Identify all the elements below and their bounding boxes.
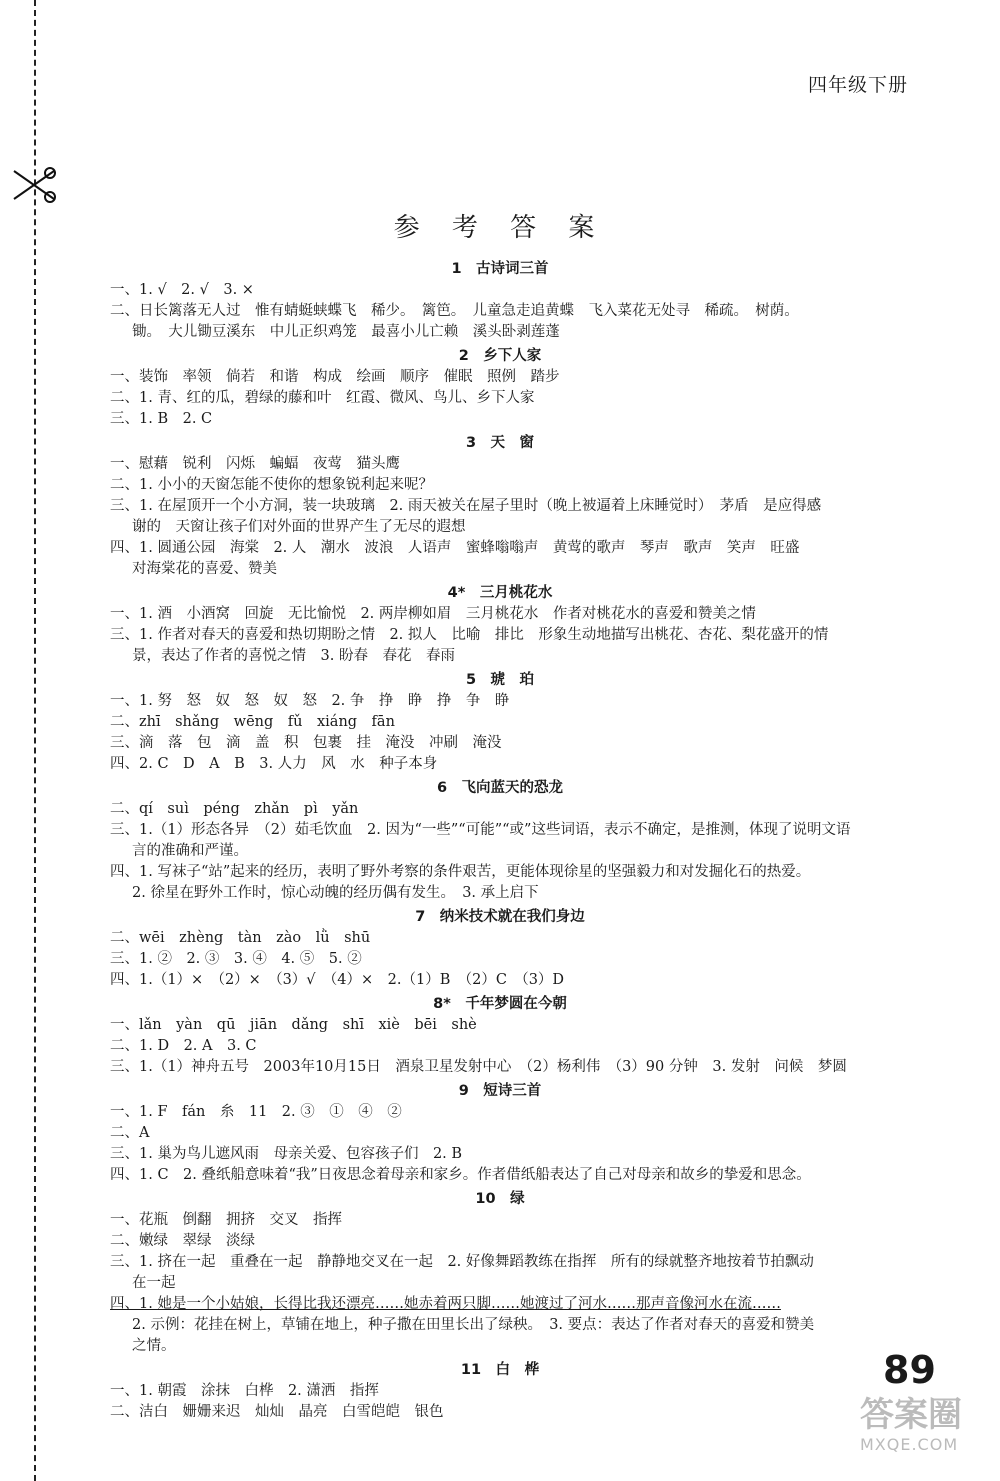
answer-line: 在一起 (132, 1275, 176, 1291)
section-title: 2 乡下人家 (458, 348, 542, 364)
watermark-logo-text: 答案圈 (860, 1395, 962, 1435)
answer-line: 三、1. 在屋顶开一个小方洞，装一块玻璃 2. 雨天被关在屋子里时（晚上被逼着上床睡觉时） 茅盾 是应得感 (110, 498, 822, 514)
answer-line: 一、1. 朝霞 涂抹 白桦 2. 潇洒 指挥 (110, 1383, 379, 1399)
section-title: 8* 千年梦圆在今朝 (433, 996, 567, 1012)
section-title: 3 天 窗 (465, 435, 535, 451)
answer-line: 景，表达了作者的喜悦之情 3. 盼春 春花 春雨 (132, 648, 455, 664)
answer-line: 二、A (110, 1125, 150, 1141)
section-title: 1 古诗词三首 (451, 261, 549, 277)
section-title: 4* 三月桃花水 (447, 585, 553, 601)
answer-line: 谢的 天窗让孩子们对外面的世界产生了无尽的遐想 (132, 519, 466, 535)
answer-content (110, 256, 890, 1423)
answer-line: 2. 徐星在野外工作时，惊心动魄的经历偶有发生。 3. 承上启下 (132, 885, 539, 901)
answer-line: 三、滴 落 包 滴 盖 积 包裹 挂 淹没 冲刷 淹没 (110, 735, 502, 751)
answer-line: 二、zhī shǎng wēng fǔ xiáng fān (110, 714, 395, 730)
answer-line: 一、1. 酒 小酒窝 回旋 无比愉悦 2. 两岸柳如眉 三月桃花水 作者对桃花水的喜爱和赞美之情 (110, 606, 756, 622)
section-title: 9 短诗三首 (458, 1083, 542, 1099)
answer-line: 四、1. 圆通公园 海棠 2. 人 潮水 波浪 人语声 蜜蜂嗡嗡声 黄莺的歌声 琴声 歌声 笑声 旺盛 (110, 540, 800, 556)
answer-line: 一、花瓶 倒翻 拥挤 交叉 指挥 (110, 1212, 342, 1228)
answer-line: 一、lǎn yàn qū jiān dǎng shī xiè bēi shè (110, 1017, 477, 1033)
answer-line: 二、洁白 姗姗来迟 灿灿 晶亮 白雪皑皑 银色 (110, 1404, 444, 1420)
answer-line: 四、2. C D A B 3. 人力 风 水 种子本身 (110, 756, 438, 772)
watermark (860, 1395, 990, 1465)
answer-line: 二、wēi zhèng tàn zào lǜ shū (110, 930, 371, 946)
answer-line: 二、1. 青、红的瓜，碧绿的藤和叶 红霞、微风、鸟儿、乡下人家 (110, 390, 535, 406)
answer-line: 三、1. 挤在一起 重叠在一起 静静地交叉在一起 2. 好像舞蹈教练在指挥 所有的绿就整齐地按着节拍飘动 (110, 1254, 814, 1270)
answer-line: 三、1. 作者对春天的喜爱和热切期盼之情 2. 拟人 比喻 排比 形象生动地描写出桃花、杏花、梨花盛开的情 (110, 627, 829, 643)
answer-line: 二、1. 小小的天窗怎能不使你的想象锐利起来呢？ (110, 477, 433, 493)
answer-line: 之情。 (132, 1338, 176, 1354)
answer-line: 三、1.（1）形态各异 （2）茹毛饮血 2. 因为“一些”“可能”“或”这些词语，表示不确定，是推测，体现了说明文语 (110, 822, 851, 838)
answer-line: 二、日长篱落无人过 惟有蜻蜓蛱蝶飞 稀少。 篱笆。 儿童急走追黄蝶 飞入菜花无处寻 稀疏。 树荫。 (110, 303, 799, 319)
page-number: 89 (883, 1348, 936, 1392)
grade-label: 四年级下册 (808, 74, 909, 96)
section-title: 10 绿 (475, 1191, 525, 1207)
answer-line: 2. 示例：花挂在树上，草铺在地上，种子撒在田里长出了绿秧。 3. 要点：表达了作者对春天的喜爱和赞美 (132, 1317, 815, 1333)
watermark-url: MXQE.COM (860, 1435, 959, 1454)
page-title: 参 考 答 案 (393, 213, 607, 244)
answer-line: 二、qí suì péng zhǎn pì yǎn (110, 801, 359, 817)
section-title: 5 琥 珀 (465, 672, 535, 688)
answer-line: 三、1. B 2. C (110, 411, 213, 427)
answer-line: 四、1. 写袜子“站”起来的经历，表明了野外考察的条件艰苦，更能体现徐星的坚强毅力和对发掘化石的热爱。 (110, 864, 811, 880)
answer-line: 一、1. 努 怒 奴 怒 奴 怒 2. 争 挣 睁 挣 争 睁 (110, 693, 510, 709)
answer-line: 一、装饰 率领 倘若 和谐 构成 绘画 顺序 催眠 照例 踏步 (110, 369, 560, 385)
answer-line: 三、1. ② 2. ③ 3. ④ 4. ⑤ 5. ② (110, 951, 362, 967)
answer-line: 一、1. F fán 糸 11 2. ③ ① ④ ② (110, 1104, 402, 1120)
section-title: 6 飞向蓝天的恐龙 (436, 780, 564, 796)
answer-line: 四、1. 她是一个小姑娘，长得比我还漂亮……她赤着两只脚……她渡过了河水……那声音像河水在流…… (110, 1296, 781, 1312)
answer-line: 一、慰藉 锐利 闪烁 蝙蝠 夜莺 猫头鹰 (110, 456, 400, 472)
answer-line: 四、1.（1）× （2）× （3）√ （4）× 2.（1）B （2）C （3）D (110, 972, 565, 988)
answer-line: 三、1. 巢为鸟儿遮风雨 母亲关爱、包容孩子们 2. B (110, 1146, 463, 1162)
scissors-icon (10, 165, 60, 205)
answer-line: 二、1. D 2. A 3. C (110, 1038, 257, 1054)
answer-line: 对海棠花的喜爱、赞美 (132, 561, 277, 577)
answer-line: 锄。 大儿锄豆溪东 中儿正织鸡笼 最喜小儿亡赖 溪头卧剥莲蓬 (132, 324, 560, 340)
answer-line: 二、嫩绿 翠绿 淡绿 (110, 1233, 255, 1249)
answer-line: 言的准确和严谨。 (132, 843, 248, 859)
answer-line: 三、1.（1）神舟五号 2003年10月15日 酒泉卫星发射中心 （2）杨利伟 （3）90 分钟 3. 发射 问候 梦圆 (110, 1059, 847, 1075)
answer-line: 一、1. √ 2. √ 3. × (110, 282, 254, 298)
section-title: 7 纳米技术就在我们身边 (415, 909, 585, 925)
answer-line: 四、1. C 2. 叠纸船意味着“我”日夜思念着母亲和家乡。作者借纸船表达了自己对母亲和故乡的挚爱和思念。 (110, 1167, 811, 1183)
section-title: 11 白 桦 (460, 1362, 540, 1378)
